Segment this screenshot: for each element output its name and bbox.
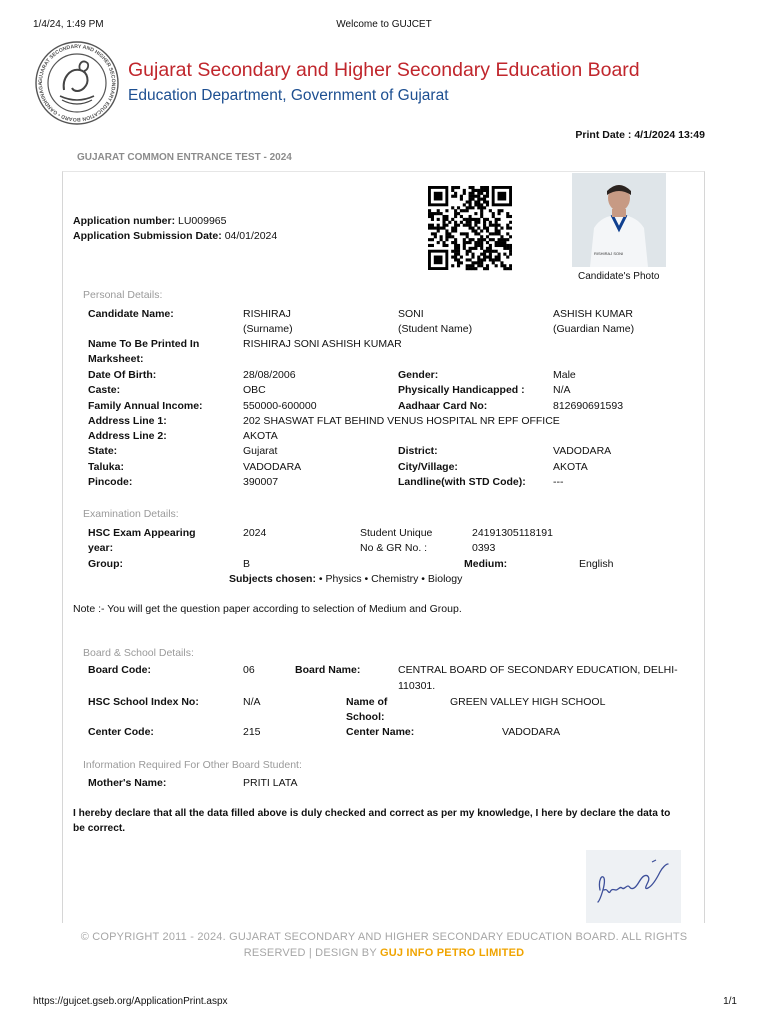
center-code-value: 215 (243, 726, 261, 738)
print-date (575, 129, 705, 141)
school-name-label-1: Name of (346, 696, 388, 708)
address-line1-value: 202 SHASWAT FLAT BEHIND VENUS HOSPITAL NR EPF OFFICE (243, 415, 560, 427)
exam-section-title: Examination Details: (83, 508, 179, 520)
application-number-value: LU009965 (178, 215, 227, 227)
center-name-value: VADODARA (502, 726, 561, 738)
student-name-value: SONI (398, 308, 424, 320)
gender-value: Male (553, 369, 576, 381)
caste-value: OBC (243, 384, 266, 396)
copyright-line-1: © COPYRIGHT 2011 - 2024. GUJARAT SECONDARY AND HIGHER SECONDARY EDUCATION BOARD. ALL RIGHTS (80, 931, 688, 943)
school-name-value: GREEN VALLEY HIGH SCHOOL (450, 696, 606, 708)
board-code-value: 06 (243, 664, 255, 676)
board-name-value-2: 110301. (398, 680, 436, 692)
address-line1-label: Address Line 1: (88, 415, 167, 427)
dob-value: 28/08/2006 (243, 369, 296, 381)
caste-label: Caste: (88, 384, 121, 396)
guardian-name-note: (Guardian Name) (553, 323, 635, 335)
school-section-title: Board & School Details: (83, 647, 194, 659)
unique-no-value-1: 24191305118191 (472, 527, 553, 539)
page-count: 1/1 (723, 996, 737, 1007)
guardian-name-value: ASHISH KUMAR (553, 308, 633, 320)
board-name-heading: Gujarat Secondary and Higher Secondary Education Board (128, 59, 640, 81)
district-value: VADODARA (553, 445, 612, 457)
surname-note: (Surname) (243, 323, 293, 335)
exam-title: GUJARAT COMMON ENTRANCE TEST - 2024 (77, 152, 292, 163)
designer-link[interactable]: GUJ INFO PETRO LIMITED (379, 947, 525, 959)
aadhaar-value: 812690691593 (553, 400, 624, 412)
landline-value: --- (553, 476, 564, 488)
school-index-value: N/A (243, 696, 261, 708)
unique-no-label-1: Student Unique (360, 527, 433, 539)
hsc-year-label-1: HSC Exam Appearing (88, 527, 196, 539)
hsc-year-label-2: year: (88, 542, 114, 554)
student-name-note: (Student Name) (398, 323, 473, 335)
photo-caption: Candidate's Photo (578, 271, 660, 282)
pincode-value: 390007 (243, 476, 279, 488)
group-label: Group: (88, 558, 123, 570)
copyright-line-2 (0, 947, 768, 959)
district-label: District: (398, 445, 438, 457)
unique-no-value-2: 0393 (472, 542, 496, 554)
dob-label: Date Of Birth: (88, 369, 157, 381)
state-value: Gujarat (243, 445, 278, 457)
physically-handicapped-value: N/A (553, 384, 571, 396)
application-number (73, 215, 226, 227)
address-line2-value: AKOTA (243, 430, 278, 442)
photo-card-text: RISHIRAJ SONI (594, 251, 624, 256)
declaration-line-2: be correct. (73, 823, 126, 834)
medium-label: Medium: (464, 558, 508, 570)
page-title: Welcome to GUJCET (336, 19, 432, 30)
school-name-label-2: School: (346, 711, 385, 723)
pincode-label: Pincode: (88, 476, 133, 488)
hsc-year-value: 2024 (243, 527, 267, 539)
application-number-label: Application number: (73, 215, 178, 227)
board-seal-logo (34, 40, 120, 126)
unique-no-label-2: No & GR No. : (360, 542, 428, 554)
group-value: B (243, 558, 251, 570)
income-value: 550000-600000 (243, 400, 317, 412)
mother-name-value: PRITI LATA (243, 777, 298, 789)
copyright-prefix: RESERVED | DESIGN BY (243, 947, 380, 959)
subjects-value: • Physics • Chemistry • Biology (318, 573, 463, 585)
physically-handicapped-label: Physically Handicapped : (398, 384, 525, 396)
city-label: City/Village: (398, 461, 458, 473)
board-name-label: Board Name: (295, 664, 361, 676)
qr-code (428, 186, 512, 272)
marksheet-name-value: RISHIRAJ SONI ASHISH KUMAR (243, 338, 402, 350)
subjects-label: Subjects chosen: (229, 573, 319, 585)
surname-value: RISHIRAJ (243, 308, 291, 320)
candidate-name-label: Candidate Name: (88, 308, 174, 320)
board-code-label: Board Code: (88, 664, 151, 676)
mother-name-label: Mother's Name: (88, 777, 167, 789)
seal-ring-text: GUJARAT SECONDARY AND HIGHER SECONDARY EDUCATION BOARD • GANDHINAGA (37, 43, 117, 123)
board-name-value-1: CENTRAL BOARD OF SECONDARY EDUCATION, DELHI- (398, 664, 678, 676)
income-label: Family Annual Income: (88, 400, 203, 412)
application-date (73, 230, 277, 242)
application-date-value: 04/01/2024 (224, 230, 278, 242)
subjects-chosen (229, 573, 462, 585)
declaration-line-1: I hereby declare that all the data filled above is duly checked and correct as per my knowledge, I here by declare the data to (73, 808, 671, 819)
medium-value: English (579, 558, 614, 570)
school-index-label: HSC School Index No: (88, 696, 199, 708)
print-datetime: 1/4/24, 1:49 PM (33, 19, 104, 30)
taluka-value: VADODARA (243, 461, 302, 473)
taluka-label: Taluka: (88, 461, 124, 473)
page-url: https://gujcet.gseb.org/ApplicationPrint.aspx (33, 996, 228, 1007)
city-value: AKOTA (553, 461, 588, 473)
other-board-section-title: Information Required For Other Board Student: (83, 759, 302, 771)
personal-section-title: Personal Details: (83, 289, 163, 301)
address-line2-label: Address Line 2: (88, 430, 167, 442)
gender-label: Gender: (398, 369, 439, 381)
marksheet-name-label-2: Marksheet: (88, 353, 144, 365)
application-date-label: Application Submission Date: (73, 230, 225, 242)
exam-note: Note :- You will get the question paper according to selection of Medium and Group. (73, 603, 462, 615)
print-date-label: Print Date : (575, 129, 635, 141)
print-date-value: 4/1/2024 13:49 (634, 129, 705, 141)
aadhaar-label: Aadhaar Card No: (398, 400, 488, 412)
department-subheading: Education Department, Government of Gujarat (128, 87, 449, 104)
candidate-photo (572, 173, 666, 267)
marksheet-name-label-1: Name To Be Printed In (88, 338, 200, 350)
landline-label: Landline(with STD Code): (398, 476, 526, 488)
center-name-label: Center Name: (346, 726, 415, 738)
state-label: State: (88, 445, 118, 457)
center-code-label: Center Code: (88, 726, 154, 738)
candidate-signature (586, 850, 681, 923)
